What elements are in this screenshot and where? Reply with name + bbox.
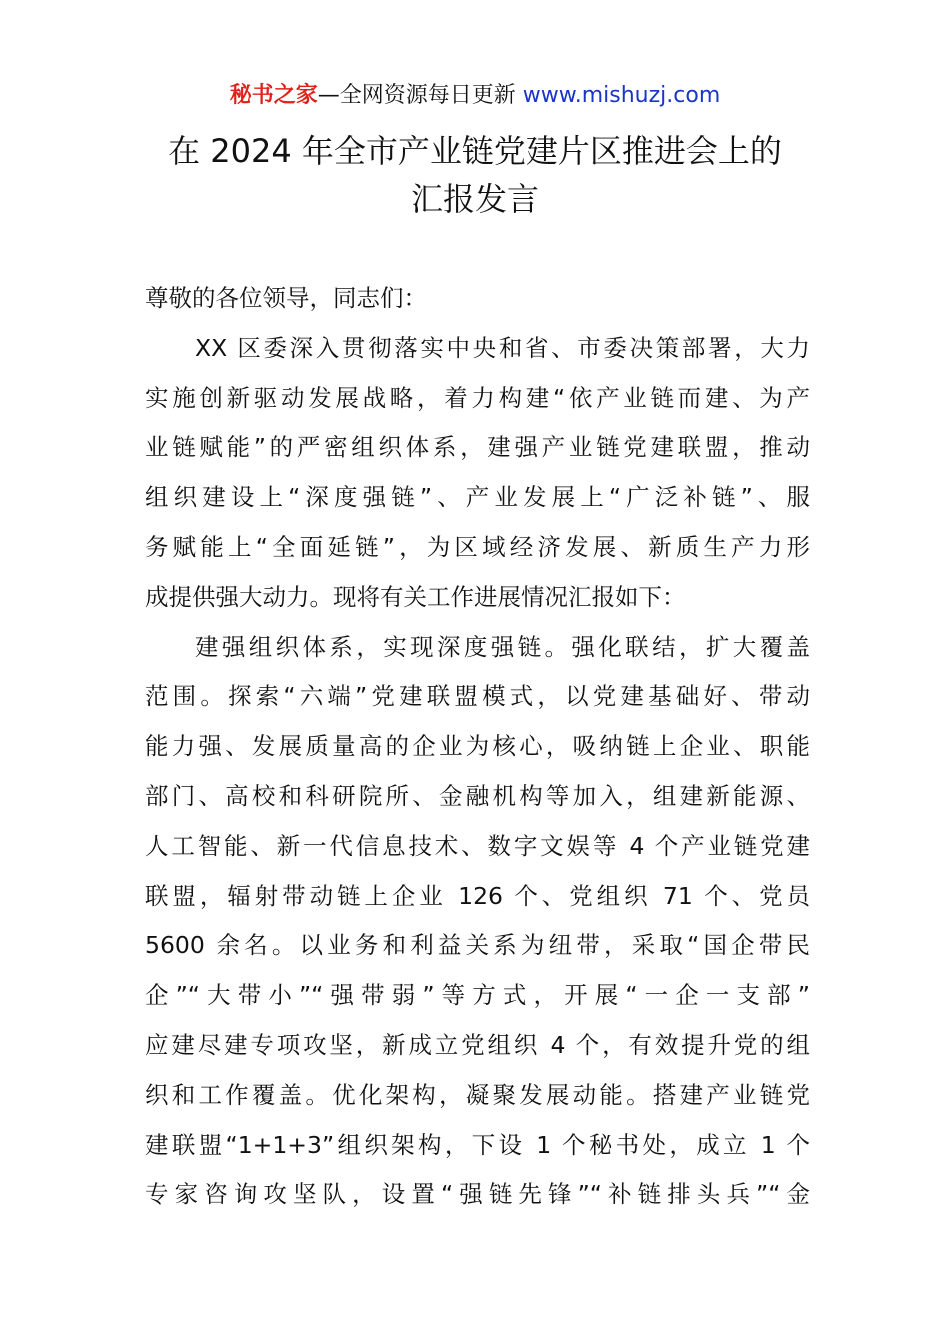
document-body <box>145 274 810 1220</box>
paragraph-line: XX 区委深入贯彻落实中央和省、市委决策部署，大力 <box>195 333 810 362</box>
paragraph-line: 实施创新驱动发展战略，着力构建“依产业链而建、为产 <box>145 383 810 412</box>
paragraph-line: 5600 余名。以业务和利益关系为纽带，采取“国企带民 <box>145 931 810 960</box>
paragraph-line: 企”“大带小”“强带弱”等方式，开展“一企一支部” <box>145 981 810 1010</box>
paragraph-line: 建强组织体系，实现深度强链。强化联结，扩大覆盖 <box>195 632 810 661</box>
site-header <box>0 82 950 110</box>
paragraph-line: 专家咨询攻坚队，设置“强链先锋”“补链排头兵”“金 <box>145 1180 810 1209</box>
paragraph-line: 成提供强大动力。现将有关工作进展情况汇报如下： <box>145 582 686 611</box>
paragraph-line: 人工智能、新一代信息技术、数字文娱等 4 个产业链党建 <box>145 831 810 860</box>
title-line: 在 2024 年全市产业链党建片区推进会上的 <box>168 132 782 170</box>
paragraph-line: 建联盟“1+1+3”组织架构，下设 1 个秘书处，成立 1 个 <box>145 1130 810 1159</box>
document-title <box>0 127 950 223</box>
paragraph-line: 务赋能上“全面延链”，为区域经济发展、新质生产力形 <box>145 532 810 561</box>
paragraph-line: 应建尽建专项攻坚，新成立党组织 4 个，有效提升党的组 <box>145 1030 810 1059</box>
site-url-link[interactable]: www.mishuzj.com <box>522 83 721 108</box>
paragraph-line: 业链赋能”的严密组织体系，建强产业链党建联盟，推动 <box>145 433 810 462</box>
paragraph-line: 范围。探索“六端”党建联盟模式，以党建基础好、带动 <box>145 682 810 711</box>
paragraph-line: 能力强、发展质量高的企业为核心，吸纳链上企业、职能 <box>145 732 810 761</box>
site-brand: 秘书之家 <box>229 83 318 108</box>
paragraph-line: 织和工作覆盖。优化架构，凝聚发展动能。搭建产业链党 <box>145 1080 810 1109</box>
salutation: 尊敬的各位领导，同志们： <box>145 284 427 312</box>
title-line: 汇报发言 <box>410 180 539 218</box>
paragraph-line: 部门、高校和科研院所、金融机构等加入，组建新能源、 <box>145 781 810 810</box>
site-tagline: —全网资源每日更新 <box>317 83 523 108</box>
paragraph-line: 组织建设上“深度强链”、产业发展上“广泛补链”、服 <box>145 483 810 512</box>
paragraph-line: 联盟，辐射带动链上企业 126 个、党组织 71 个、党员 <box>145 881 810 910</box>
